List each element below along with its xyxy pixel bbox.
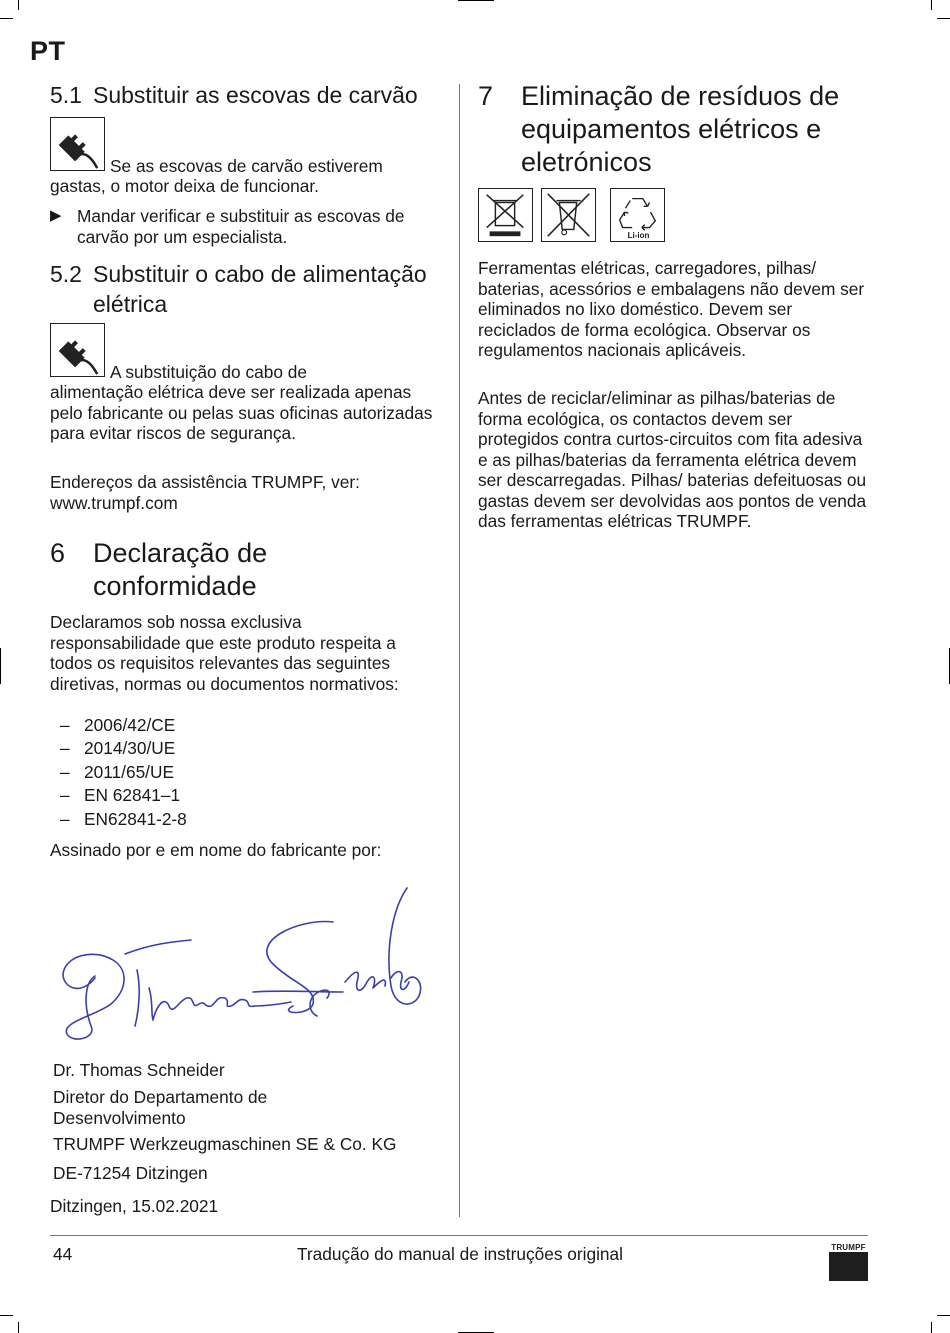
list-item: – 2006/42/CE xyxy=(60,715,176,735)
crossed-out-wheelie-bin-icon xyxy=(541,188,596,242)
section-title: Declaração de conformidade xyxy=(93,538,268,601)
declaration-date: Ditzingen, 15.02.2021 xyxy=(50,1196,219,1216)
paragraph: A substituição do cabo de xyxy=(110,362,307,382)
crop-mark xyxy=(18,0,19,10)
section-5-1-heading xyxy=(50,80,442,110)
disposal-paragraph: Ferramentas elétricas, carregadores, pilhas/ baterias, acessórios e embalagens não devem ser eliminados no lixo doméstico. Devem ser reciclados de forma ecológica. Observar os regulamentos nacionais aplicáveis. xyxy=(478,258,865,360)
company-name: TRUMPF Werkzeugmaschinen SE & Co. KG xyxy=(53,1134,397,1154)
list-item: – EN62841-2-8 xyxy=(60,808,187,829)
list-item: – 2014/30/UE xyxy=(60,738,176,759)
instruction-bullet xyxy=(50,206,442,247)
signer-role: Diretor do Departamento de Desenvolvimento xyxy=(53,1087,268,1128)
crop-mark xyxy=(0,1315,13,1316)
crop-mark xyxy=(937,18,950,19)
bullet-text: Mandar verificar e substituir as escovas de carvão por um especialista. xyxy=(77,206,405,247)
page-number: 44 xyxy=(53,1244,73,1264)
section-number: 5.2 xyxy=(50,261,82,287)
crop-mark xyxy=(0,18,13,19)
section-number: 6 xyxy=(50,538,66,568)
plug-icon xyxy=(50,323,105,377)
service-address: Endereços da assistência TRUMPF, ver: www.trumpf.com xyxy=(50,472,360,513)
recycling-li-ion-icon xyxy=(610,188,665,242)
crop-mark xyxy=(931,0,932,10)
section-title: Substituir o cabo de alimentação elétrica xyxy=(93,261,427,317)
list-item: – EN 62841–1 xyxy=(60,785,181,806)
section-7-heading xyxy=(478,80,878,179)
trumpf-logo-text: TRUMPF xyxy=(831,1243,866,1252)
trumpf-logo-icon xyxy=(829,1252,868,1281)
standards-list xyxy=(60,714,187,831)
company-city: DE-71254 Ditzingen xyxy=(53,1163,208,1183)
crop-mark xyxy=(0,648,1,684)
signer-name: Dr. Thomas Schneider xyxy=(53,1060,225,1080)
plug-icon xyxy=(50,117,105,171)
signed-by-text: Assinado por e em nome do fabricante por: xyxy=(50,840,382,860)
li-ion-label: Li-ion xyxy=(627,231,650,240)
battery-paragraph: Antes de reciclar/eliminar as pilhas/baterias de forma ecológica, os contactos devem ser protegidos contra curtos-circuitos com fita adesiva e as pilhas/baterias da ferramenta elétrica devem ser descarregadas. Pilhas/ baterias defeituosas ou gastas devem ser devolvidas aos pontos de venda das ferramentas elétricas TRUMPF. xyxy=(478,388,867,531)
paragraph: alimentação elétrica deve ser realizada apenas pelo fabricante ou pelas suas oficinas autorizadas para evitar riscos de segurança. xyxy=(50,382,433,443)
section-6-heading xyxy=(50,537,442,603)
language-code: PT xyxy=(30,36,66,66)
signature-image xyxy=(55,878,430,1048)
declaration-text: Declaramos sob nossa exclusiva responsabilidade que este produto respeita a todos os requisitos relevantes das seguintes diretivas, normas ou documentos normativos: xyxy=(50,612,399,694)
section-title: Eliminação de resíduos de equipamentos elétricos e eletrónicos xyxy=(521,81,840,177)
section-number: 7 xyxy=(478,81,494,111)
section-title: Substituir as escovas de carvão xyxy=(93,82,418,108)
crossed-out-bin-icon xyxy=(478,188,533,242)
paragraph: Se as escovas de carvão estiverem xyxy=(110,156,383,176)
crop-mark xyxy=(18,1322,19,1333)
footer-rule xyxy=(50,1235,868,1236)
list-item: – 2011/65/UE xyxy=(60,761,174,782)
footer-title: Tradução do manual de instruções original xyxy=(297,1244,623,1264)
triangle-bullet-icon: ▶ xyxy=(50,207,62,224)
section-number: 5.1 xyxy=(50,82,82,108)
section-5-2-heading xyxy=(50,259,442,319)
crop-mark xyxy=(937,1315,950,1316)
crop-mark xyxy=(458,0,494,1)
crop-mark xyxy=(931,1322,932,1333)
column-divider xyxy=(459,84,460,1217)
paragraph: gastas, o motor deixa de funcionar. xyxy=(50,176,319,196)
